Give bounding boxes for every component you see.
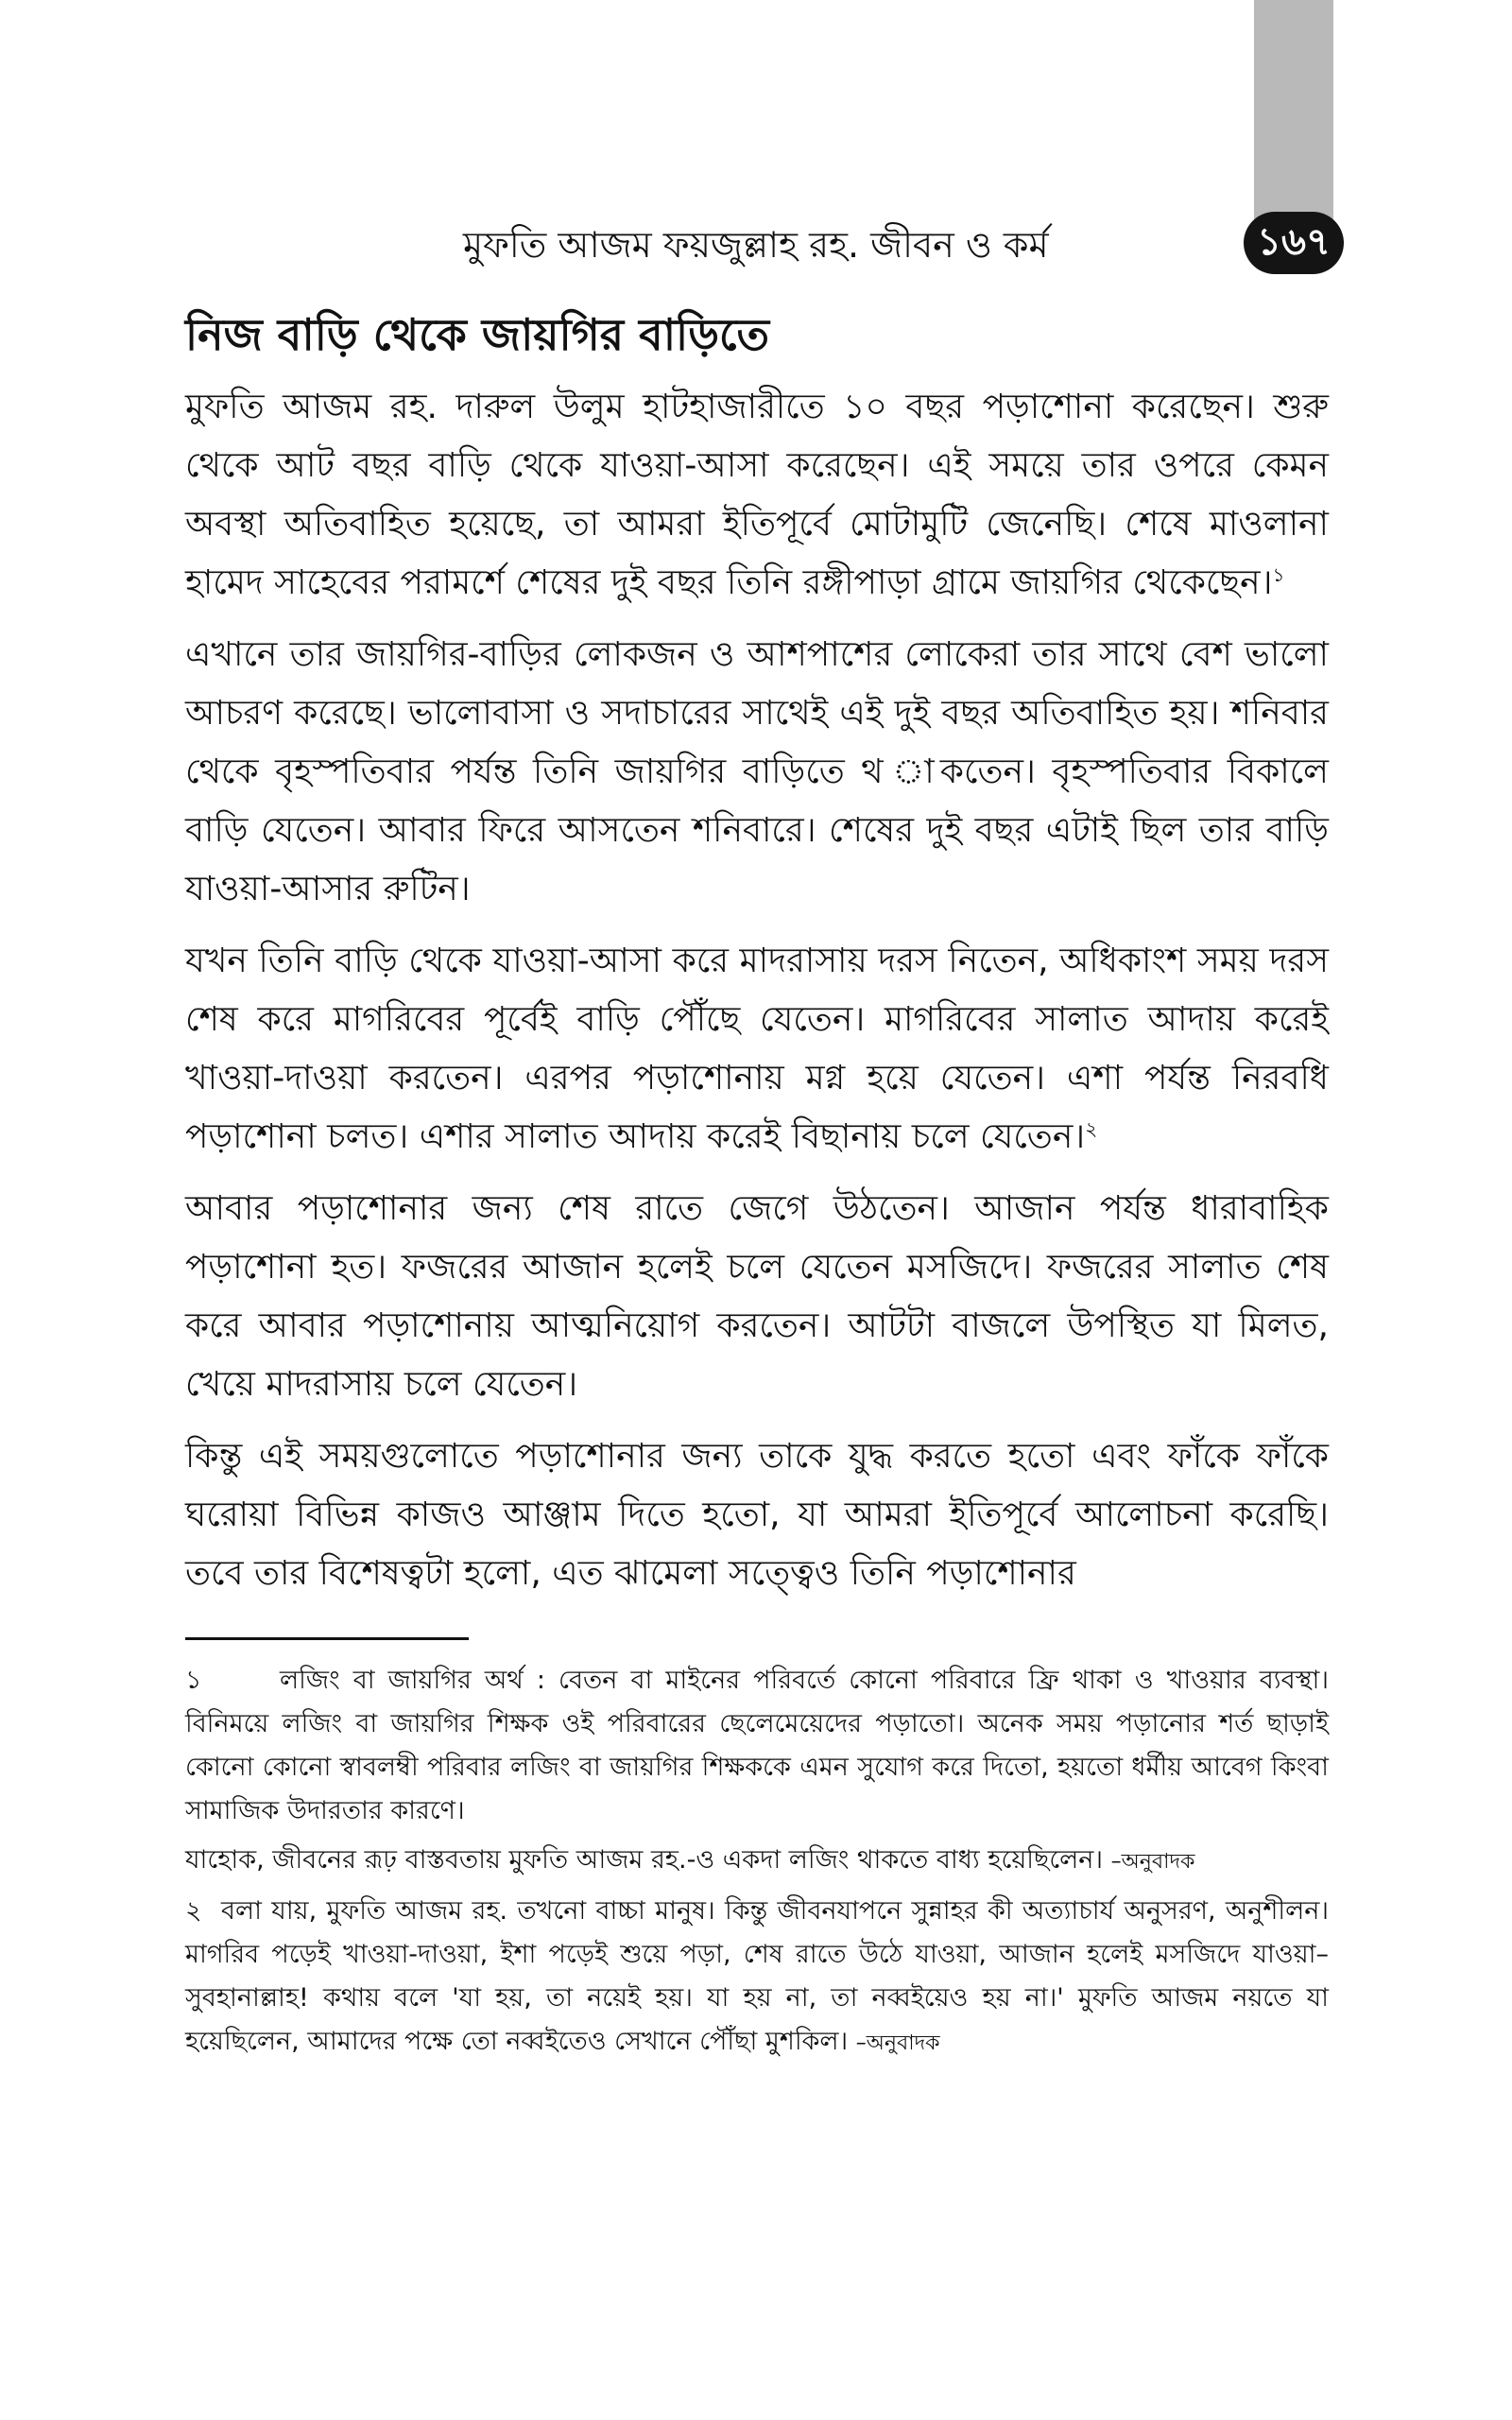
footnote — [185, 1890, 1329, 2066]
footnote-reference[interactable]: ২ — [1085, 1117, 1098, 1140]
footnote-text: বলা যায়, মুফতি আজম রহ. তখনো বাচ্চা মানুষ। কিন্তু জীবনযাপনে সুন্নাহর কী অত্যাচার্য অনুসরণ, অনুশীলন। মাগরিব পড়েই খাওয়া-দাওয়া, ইশা পড়েই শুয়ে পড়া, শেষ রাতে উঠে যাওয়া, আজান হলেই মসজিদে যাওয়া–সুবহানাল্লাহ! কথায় বলে 'যা হয়, তা নয়েই হয়। যা হয় না, তা নব্বইয়েও হয় না।' মুফতি আজম নয়তে যা হয়েছিলেন, আমাদের পক্ষে তো নব্বইতেও সেখানে পৌঁছা মুশকিল। — [185, 1896, 1329, 2056]
side-tab-marker — [1254, 0, 1333, 234]
paragraph-text: যখন তিনি বাড়ি থেকে যাওয়া-আসা করে মাদরাসায় দরস নিতেন, অধিকাংশ সময় দরস শেষ করে মাগরিবের পূর্বেই বাড়ি পৌঁছে যেতেন। মাগরিবের সালাত আদায় করেই খাওয়া-দাওয়া করতেন। এরপর পড়াশোনায় মগ্ন হয়ে যেতেন। এশা পর্যন্ত নিরবধি পড়াশোনা চলত। এশার সালাত আদায় করেই বিছানায় চলে যেতেন। — [185, 942, 1329, 1156]
paragraph — [185, 1427, 1329, 1603]
page-number-badge: ১৬৭ — [1244, 212, 1344, 274]
section-title: নিজ বাড়ি থেকে জায়গির বাড়িতে — [185, 309, 770, 360]
paragraph — [185, 1180, 1329, 1414]
translator-note: –অনুবাদক — [855, 2031, 940, 2055]
paragraph-text: কিন্তু এই সময়গুলোতে পড়াশোনার জন্য তাকে যুদ্ধ করতে হতো এবং ফাঁকে ফাঁকে ঘরোয়া বিভিন্ন কাজও আঞ্জাম দিতে হতো, যা আমরা ইতিপূর্বে আলোচনা করেছি। তবে তার বিশেষত্বটা হলো, এত ঝামেলা সত্ত্বেও তিনি পড়াশোনার — [185, 1437, 1329, 1593]
paragraph — [185, 932, 1329, 1167]
footnote-text: লজিং বা জায়গির অর্থ : বেতন বা মাইনের পরিবর্তে কোনো পরিবারে ফ্রি থাকা ও খাওয়ার ব্যবস্থা। বিনিময়ে লজিং বা জায়গির শিক্ষক ওই পরিবারের ছেলেমেয়েদের পড়াতো। অনেক সময় পড়ানোর শর্ত ছাড়াই কোনো কোনো স্বাবলম্বী পরিবার লজিং বা জায়গির শিক্ষককে এমন সুযোগ করে দিতো, হয়তো ধর্মীয় আবেগ কিংবা সামাজিক উদারতার কারণে। — [185, 1666, 1329, 1825]
footnote-reference[interactable]: ১ — [1272, 563, 1285, 586]
footnote-continuation — [185, 1839, 1329, 1884]
running-header: মুফতি আজম ফয়জুল্লাহ রহ. জীবন ও কর্ম — [463, 224, 1049, 266]
footnote — [185, 1659, 1329, 1833]
translator-note: –অনুবাদক — [1110, 1850, 1195, 1874]
footnote-divider — [185, 1637, 469, 1640]
paragraph-text: এখানে তার জায়গির-বাড়ির লোকজন ও আশপাশের লোকেরা তার সাথে বেশ ভালো আচরণ করেছে। ভালোবাসা ও সদাচারের সাথেই এই দুই বছর অতিবাহিত হয়। শনিবার থেকে বৃহস্পতিবার পর্যন্ত তিনি জায়গির বাড়িতে থ াকতেন। বৃহস্পতিবার বিকালে বাড়ি যেতেন। আবার ফিরে আসতেন শনিবারে। শেষের দুই বছর এটাই ছিল তার বাড়ি যাওয়া-আসার রুটিন। — [185, 635, 1329, 908]
footnote-text: যাহোক, জীবনের রূঢ় বাস্তবতায় মুফতি আজম রহ.-ও একদা লজিং থাকতে বাধ্য হয়েছিলেন। — [185, 1845, 1111, 1875]
page-body — [185, 301, 1329, 2071]
paragraph-text: আবার পড়াশোনার জন্য শেষ রাতে জেগে উঠতেন। আজান পর্যন্ত ধারাবাহিক পড়াশোনা হত। ফজরের আজান হলেই চলে যেতেন মসজিদে। ফজরের সালাত শেষ করে আবার পড়াশোনায় আত্মনিয়োগ করতেন। আটটা বাজলে উপস্থিত যা মিলত, খেয়ে মাদরাসায় চলে যেতেন। — [185, 1189, 1329, 1404]
footnote-marker: ২ — [185, 1896, 202, 1926]
paragraph — [185, 626, 1329, 919]
footnote-marker: ১ — [185, 1666, 202, 1695]
paragraph-text: মুফতি আজম রহ. দারুল উলুম হাটহাজারীতে ১০ বছর পড়াশোনা করেছেন। শুরু থেকে আট বছর বাড়ি থেকে যাওয়া-আসা করেছেন। এই সময়ে তার ওপরে কেমন অবস্থা অতিবাহিত হয়েছে, তা আমরা ইতিপূর্বে মোটামুটি জেনেছি। শেষে মাওলানা হামেদ সাহেবের পরামর্শে শেষের দুই বছর তিনি রঙ্গীপাড়া গ্রামে জায়গির থেকেছেন। — [185, 388, 1329, 602]
paragraph — [185, 378, 1329, 613]
